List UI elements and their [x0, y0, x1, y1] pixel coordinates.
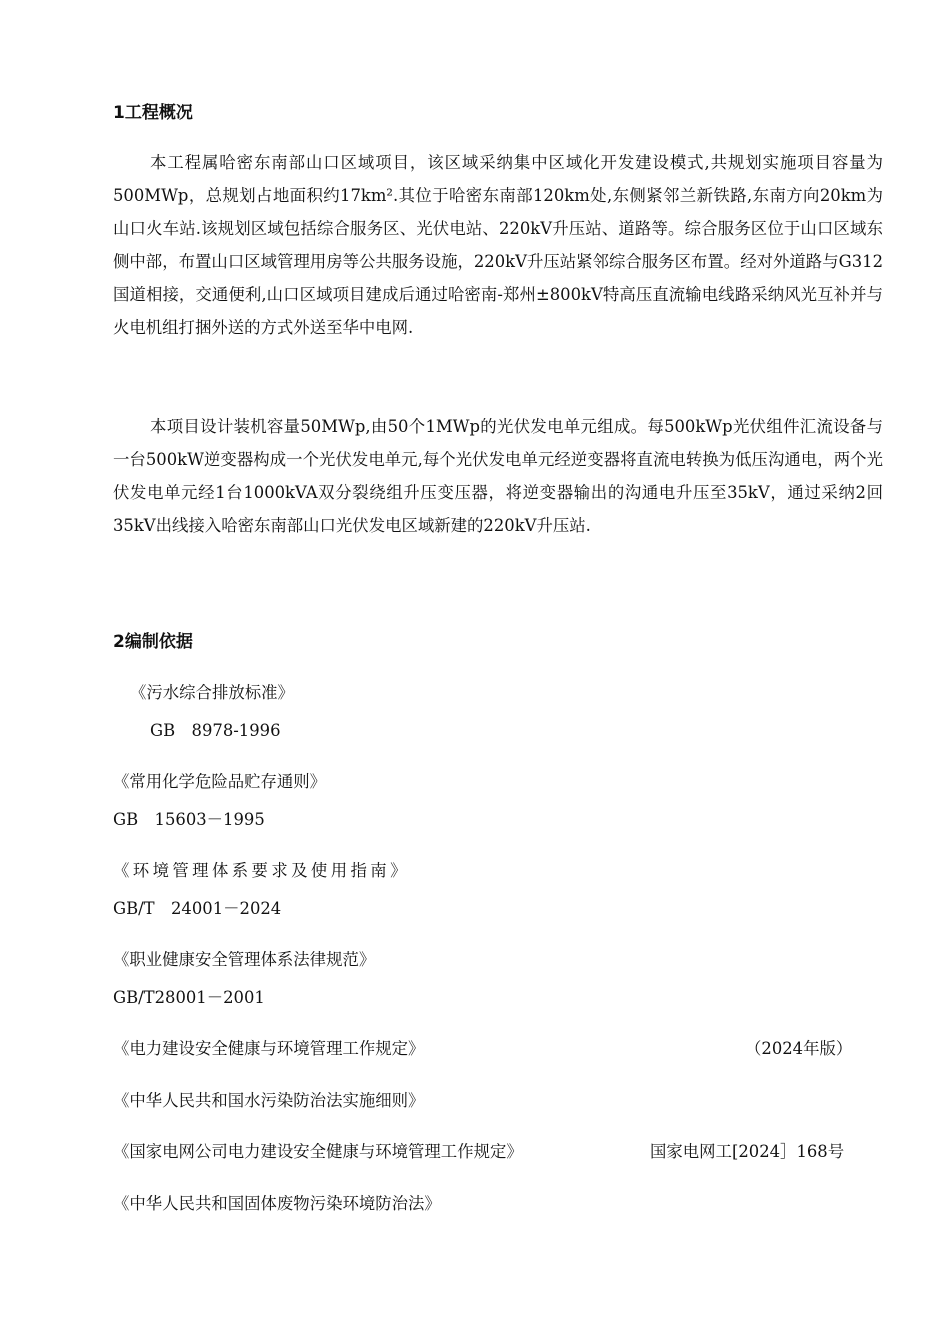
reference-title-5: 《电力建设安全健康与环境管理工作规定》	[113, 1039, 425, 1058]
reference-title-2: 《常用化学危险品贮存通则》	[113, 772, 327, 791]
reference-title-3: 《环境管理体系要求及使用指南》	[113, 861, 410, 880]
reference-title-8: 《中华人民共和国固体废物污染环境防治法》	[113, 1194, 441, 1213]
reference-code-2: GB 15603－1995	[113, 810, 265, 829]
reference-note-5: （2024年版）	[745, 1039, 853, 1058]
reference-title-7: 《国家电网公司电力建设安全健康与环境管理工作规定》	[113, 1142, 523, 1161]
section-2-heading: 2编制依据	[113, 632, 193, 652]
reference-code-4: GB/T28001－2001	[113, 988, 265, 1007]
reference-code-1: GB 8978-1996	[150, 721, 281, 740]
reference-title-4: 《职业健康安全管理体系法律规范》	[113, 950, 376, 969]
reference-title-1: 《污水综合排放标准》	[130, 683, 294, 702]
section-1-paragraph-2: 本项目设计装机容量50MWp,由50个1MWp的光伏发电单元组成。每500kWp光伏组件汇流设备与一台500kW逆变器构成一个光伏发电单元,每个光伏发电单元经逆变器将直流电转换为低压沟通电，两个光伏发电单元经1台1000kVA双分裂绕组升压变压器，将逆变器输出的沟通电升压至35kV，通过采纳2回35kV出线接入哈密东南部山口光伏发电区域新建的220kV升压站.	[113, 417, 883, 535]
reference-note-7: 国家电网工[2024］168号	[650, 1142, 845, 1161]
section-1-heading: 1工程概况	[113, 103, 193, 123]
reference-title-6: 《中华人民共和国水污染防治法实施细则》	[113, 1091, 425, 1110]
reference-code-3: GB/T 24001－2024	[113, 899, 282, 918]
section-1-paragraph-1: 本工程属哈密东南部山口区域项目，该区域采纳集中区域化开发建设模式,共规划实施项目容量为500MWp，总规划占地面积约17km².其位于哈密东南部120km处,东侧紧邻兰新铁路,东南方向20km为山口火车站.该规划区域包括综合服务区、光伏电站、220kV升压站、道路等。综合服务区位于山口区域东侧中部，布置山口区域管理用房等公共服务设施，220kV升压站紧邻综合服务区布置。经对外道路与G312国道相接，交通便利,山口区域项目建成后通过哈密南-郑州±800kV特高压直流输电线路采纳风光互补并与火电机组打捆外送的方式外送至华中电网.	[113, 153, 883, 337]
